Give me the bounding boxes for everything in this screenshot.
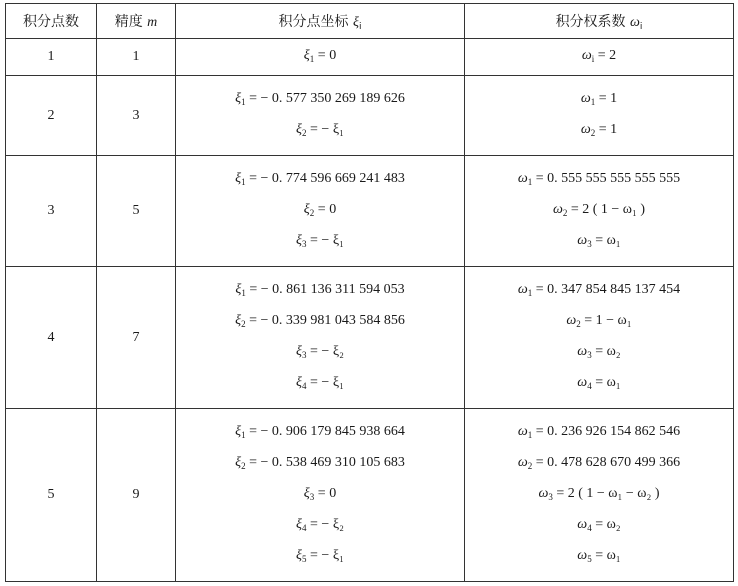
weights-symbol: ω <box>566 312 577 328</box>
table-row <box>6 409 734 582</box>
weights-subscript: 3 <box>587 349 592 360</box>
weights-line <box>465 116 733 147</box>
weights-subscript: i <box>591 53 595 64</box>
weights-subscript: 4 <box>587 380 592 391</box>
weights-symbol: ω <box>577 516 588 532</box>
weights-line <box>465 227 733 258</box>
precision-cell: 5 <box>97 156 176 267</box>
points-cell: 3 <box>6 156 97 267</box>
weights-cell <box>465 156 734 267</box>
table-row <box>6 76 734 156</box>
weights-subscript: 1 <box>527 287 533 298</box>
gauss-legendre-table <box>5 3 734 582</box>
weights-line <box>465 480 733 511</box>
nodes-line <box>176 480 464 511</box>
header-weights-symbol: ω <box>630 14 640 30</box>
nodes-symbol: ξ <box>296 516 303 532</box>
weights-value: = 0. 555 555 555 555 555 <box>532 170 681 186</box>
weights-line <box>465 196 733 227</box>
weights-value: = 1 <box>595 121 618 137</box>
nodes-symbol: ξ <box>235 312 242 328</box>
weights-subscript: 2 <box>562 207 568 218</box>
points-cell: 4 <box>6 267 97 409</box>
weights-line <box>465 307 733 338</box>
nodes-subscript: 4 <box>302 522 307 533</box>
nodes-subscript: 1 <box>241 429 246 440</box>
weights-line <box>465 165 733 196</box>
nodes-symbol: ξ <box>235 281 242 297</box>
precision-cell: 1 <box>97 39 176 76</box>
nodes-symbol: ξ <box>303 47 310 63</box>
weights-line <box>465 85 733 116</box>
weights-line <box>465 542 733 573</box>
weights-symbol: ω <box>552 201 563 217</box>
header-points <box>6 4 97 39</box>
weights-cell <box>465 409 734 582</box>
weights-value: = 1 <box>595 90 618 106</box>
nodes-subscript: 2 <box>302 127 307 138</box>
header-weights <box>465 4 734 39</box>
nodes-value: = 0 <box>314 485 337 501</box>
nodes-symbol: ξ <box>296 232 303 248</box>
nodes-value: = − 0. 906 179 845 938 664 <box>245 423 405 439</box>
weights-value: = 2 ( 1 − ω₁ ) <box>567 201 646 217</box>
weights-subscript: 1 <box>527 176 533 187</box>
weights-subscript: 1 <box>590 96 596 107</box>
nodes-subscript: 3 <box>302 349 307 360</box>
weights-symbol: ω <box>517 454 528 470</box>
weights-line <box>465 449 733 480</box>
table-row <box>6 267 734 409</box>
nodes-symbol: ξ <box>296 121 303 137</box>
nodes-subscript: 3 <box>309 491 315 502</box>
nodes-value: = 0 <box>314 201 337 217</box>
header-nodes-subscript: i <box>358 21 362 32</box>
weights-symbol: ω <box>577 547 588 563</box>
nodes-subscript: 4 <box>302 380 307 391</box>
weights-line <box>465 418 733 449</box>
nodes-line <box>176 196 464 227</box>
header-nodes-label: 积分点坐标 <box>278 13 349 30</box>
weights-cell <box>465 76 734 156</box>
weights-cell <box>465 39 734 76</box>
header-precision-symbol: m <box>147 15 158 30</box>
nodes-line <box>176 542 464 573</box>
weights-value: = ω₂ <box>591 516 621 532</box>
weights-value: = ω₂ <box>591 343 621 359</box>
weights-line <box>465 511 733 542</box>
weights-subscript: 1 <box>527 429 533 440</box>
nodes-value: = 0 <box>314 47 337 63</box>
nodes-line <box>176 276 464 307</box>
nodes-cell <box>176 156 465 267</box>
nodes-line <box>176 42 464 73</box>
nodes-cell <box>176 76 465 156</box>
weights-symbol: ω <box>517 281 528 297</box>
weights-symbol: ω <box>577 232 588 248</box>
nodes-subscript: 1 <box>241 287 246 298</box>
nodes-line <box>176 227 464 258</box>
weights-symbol: ω <box>580 90 591 106</box>
nodes-subscript: 5 <box>302 553 307 564</box>
nodes-symbol: ξ <box>296 547 303 563</box>
nodes-symbol: ξ <box>296 374 303 390</box>
nodes-value: = − 0. 774 596 669 241 483 <box>245 170 405 186</box>
header-points-label: 积分点数 <box>23 14 79 30</box>
nodes-symbol: ξ <box>235 170 242 186</box>
header-nodes-symbol: ξ <box>352 14 359 30</box>
weights-symbol: ω <box>580 121 591 137</box>
nodes-line <box>176 369 464 400</box>
nodes-subscript: 1 <box>241 96 246 107</box>
weights-value: = 1 − ω₁ <box>580 312 632 328</box>
header-weights-subscript: i <box>639 21 643 32</box>
nodes-value: = − ξ₂ <box>306 516 344 532</box>
nodes-subscript: 2 <box>241 318 246 329</box>
nodes-line <box>176 449 464 480</box>
weights-value: = ω₁ <box>591 232 621 248</box>
weights-value: = 0. 236 926 154 862 546 <box>532 423 681 439</box>
weights-value: = ω₁ <box>591 547 621 563</box>
nodes-value: = − ξ₁ <box>306 547 344 563</box>
header-row <box>6 4 734 39</box>
nodes-symbol: ξ <box>235 423 242 439</box>
weights-line <box>465 42 733 73</box>
nodes-value: = − 0. 339 981 043 584 856 <box>245 312 405 328</box>
table-row <box>6 39 734 76</box>
weights-value: = 0. 478 628 670 499 366 <box>532 454 681 470</box>
weights-symbol: ω <box>538 485 549 501</box>
points-cell: 5 <box>6 409 97 582</box>
header-precision <box>97 4 176 39</box>
nodes-symbol: ξ <box>235 90 242 106</box>
nodes-symbol: ξ <box>235 454 242 470</box>
weights-subscript: 2 <box>527 460 533 471</box>
weights-symbol: ω <box>517 170 528 186</box>
nodes-subscript: 1 <box>241 176 246 187</box>
nodes-line <box>176 85 464 116</box>
points-cell: 1 <box>6 39 97 76</box>
nodes-subscript: 2 <box>241 460 246 471</box>
weights-subscript: 2 <box>576 318 581 329</box>
nodes-symbol: ξ <box>303 201 310 217</box>
weights-symbol: ω <box>577 374 588 390</box>
nodes-line <box>176 418 464 449</box>
nodes-cell <box>176 39 465 76</box>
nodes-value: = − ξ₂ <box>306 343 344 359</box>
weights-symbol: ω <box>577 343 588 359</box>
nodes-line <box>176 511 464 542</box>
nodes-subscript: 2 <box>309 207 315 218</box>
points-cell: 2 <box>6 76 97 156</box>
table-row <box>6 156 734 267</box>
nodes-cell <box>176 409 465 582</box>
weights-value: = 2 <box>594 47 617 63</box>
header-nodes <box>176 4 465 39</box>
nodes-value: = − ξ₁ <box>306 374 344 390</box>
nodes-subscript: 3 <box>302 238 307 249</box>
nodes-subscript: 1 <box>309 53 315 64</box>
nodes-value: = − 0. 861 136 311 594 053 <box>245 281 405 297</box>
weights-subscript: 3 <box>548 491 553 502</box>
weights-value: = 0. 347 854 845 137 454 <box>532 281 681 297</box>
nodes-cell <box>176 267 465 409</box>
weights-symbol: ω <box>581 47 592 63</box>
weights-subscript: 5 <box>587 553 592 564</box>
header-precision-label: 精度 <box>114 14 143 30</box>
weights-subscript: 3 <box>587 238 592 249</box>
weights-line <box>465 276 733 307</box>
header-weights-label: 积分权系数 <box>555 13 626 30</box>
precision-cell: 7 <box>97 267 176 409</box>
weights-subscript: 4 <box>587 522 592 533</box>
nodes-value: = − 0. 538 469 310 105 683 <box>245 454 405 470</box>
nodes-line <box>176 165 464 196</box>
nodes-value: = − ξ₁ <box>306 121 344 137</box>
nodes-line <box>176 338 464 369</box>
nodes-line <box>176 307 464 338</box>
nodes-line <box>176 116 464 147</box>
nodes-value: = − ξ₁ <box>306 232 344 248</box>
weights-cell <box>465 267 734 409</box>
weights-value: = 2 ( 1 − ω₁ − ω₂ ) <box>552 485 660 501</box>
weights-symbol: ω <box>517 423 528 439</box>
weights-subscript: 2 <box>590 127 596 138</box>
nodes-symbol: ξ <box>296 343 303 359</box>
precision-cell: 3 <box>97 76 176 156</box>
weights-line <box>465 338 733 369</box>
weights-value: = ω₁ <box>591 374 621 390</box>
nodes-value: = − 0. 577 350 269 189 626 <box>245 90 405 106</box>
nodes-symbol: ξ <box>303 485 310 501</box>
weights-line <box>465 369 733 400</box>
precision-cell: 9 <box>97 409 176 582</box>
